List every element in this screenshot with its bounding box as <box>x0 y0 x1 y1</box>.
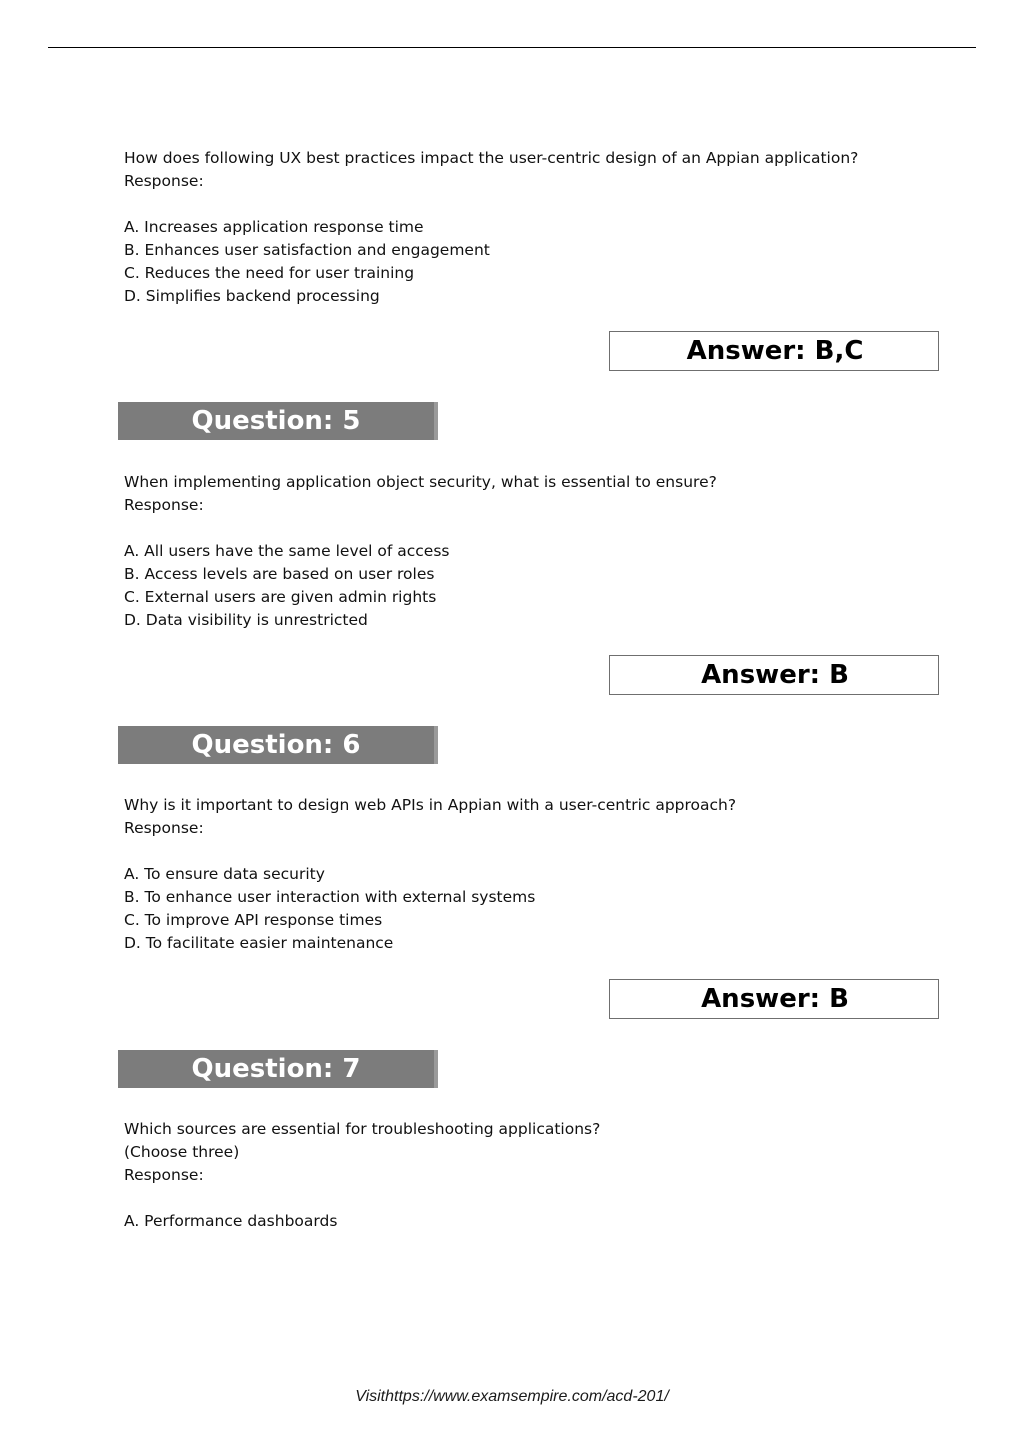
question-4-text: How does following UX best practices impact the user-centric design of an Appian application? <box>124 149 859 167</box>
question-5-option-c: C. External users are given admin rights <box>124 588 437 606</box>
question-5-option-a: A. All users have the same level of access <box>124 542 450 560</box>
footer-visit-link[interactable]: Visithttps://www.examsempire.com/acd-201/ <box>355 1388 669 1405</box>
question-6-banner <box>118 726 438 764</box>
question-7-banner <box>118 1050 438 1088</box>
question-4-option-d: D. Simplifies backend processing <box>124 287 380 305</box>
question-5-response-label: Response: <box>124 496 204 514</box>
question-6-option-a: A. To ensure data security <box>124 865 325 883</box>
question-5-answer: Answer: B <box>701 660 849 690</box>
question-4-option-b: B. Enhances user satisfaction and engagement <box>124 241 490 259</box>
question-4-answer-box <box>609 331 939 371</box>
question-7-text: Which sources are essential for troubleshooting applications? <box>124 1120 601 1138</box>
question-5-option-b: B. Access levels are based on user roles <box>124 565 435 583</box>
question-6-answer-box <box>609 979 939 1019</box>
question-4-option-a: A. Increases application response time <box>124 218 424 236</box>
question-5-banner <box>118 402 438 440</box>
question-7-note: (Choose three) <box>124 1143 240 1161</box>
question-5-title: Question: 5 <box>191 406 361 436</box>
question-6-answer: Answer: B <box>701 984 849 1014</box>
question-6-title: Question: 6 <box>191 730 361 760</box>
question-7-option-a: A. Performance dashboards <box>124 1212 338 1230</box>
question-6-option-b: B. To enhance user interaction with external systems <box>124 888 536 906</box>
question-6-response-label: Response: <box>124 819 204 837</box>
question-5-text: When implementing application object security, what is essential to ensure? <box>124 473 717 491</box>
question-7-title: Question: 7 <box>191 1054 361 1084</box>
question-6-option-d: D. To facilitate easier maintenance <box>124 934 394 952</box>
question-4-answer: Answer: B,C <box>686 336 864 366</box>
question-6-text: Why is it important to design web APIs in Appian with a user-centric approach? <box>124 796 737 814</box>
question-5-option-d: D. Data visibility is unrestricted <box>124 611 368 629</box>
question-5-answer-box <box>609 655 939 695</box>
question-4-response-label: Response: <box>124 172 204 190</box>
question-7-response-label: Response: <box>124 1166 204 1184</box>
question-6-option-c: C. To improve API response times <box>124 911 383 929</box>
question-4-option-c: C. Reduces the need for user training <box>124 264 415 282</box>
header-rule <box>48 47 976 48</box>
